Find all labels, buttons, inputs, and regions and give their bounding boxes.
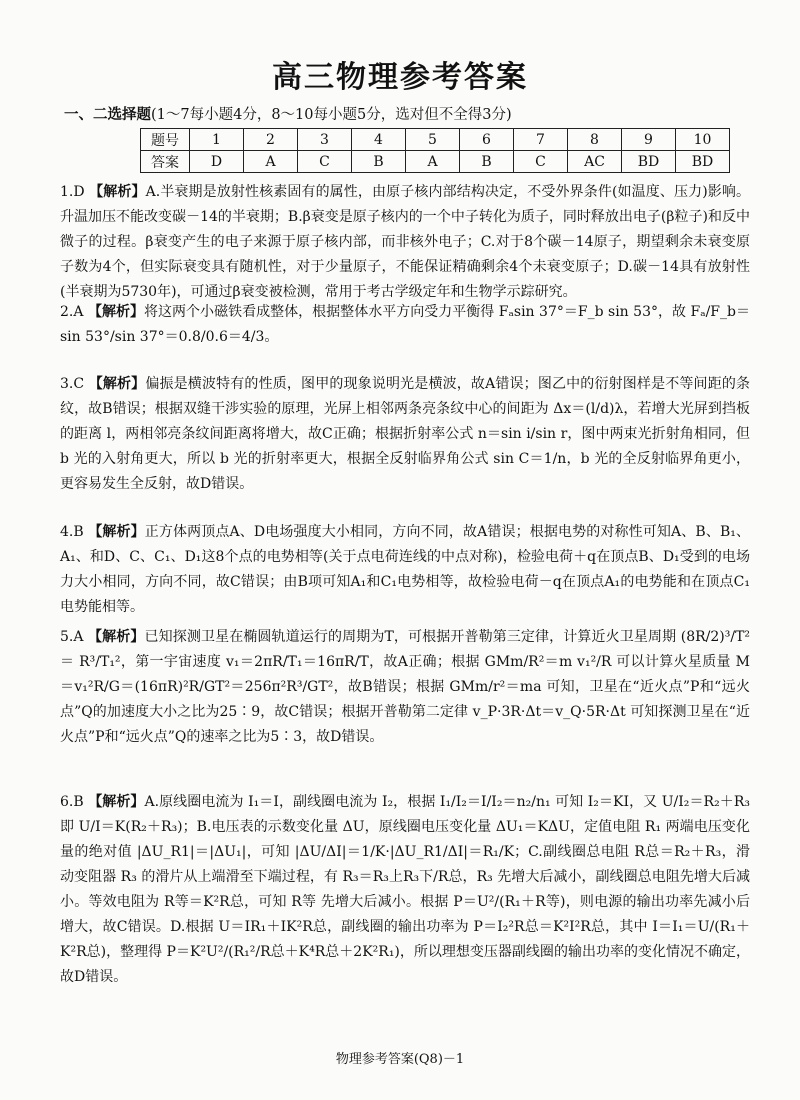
answer-cell: BD [622, 151, 676, 173]
table-header-label: 题号 [141, 129, 190, 151]
page-footer: 物理参考答案(Q8)－1 [335, 1052, 465, 1067]
explanation-item-4 [60, 520, 750, 620]
section-heading [64, 103, 512, 124]
item-number: 1.D [60, 184, 85, 200]
answer-cell: C [298, 151, 352, 173]
answer-cell: BD [676, 151, 730, 173]
answer-cell: B [352, 151, 406, 173]
question-number: 9 [622, 129, 676, 151]
answer-cell: D [190, 151, 244, 173]
table-answer-label: 答案 [141, 151, 190, 173]
explanation-item-5 [60, 625, 750, 750]
question-number: 2 [244, 129, 298, 151]
question-number: 5 [406, 129, 460, 151]
answer-table [140, 128, 730, 173]
item-tag: 【解析】 [88, 376, 146, 392]
item-text: 已知探测卫星在椭圆轨道运行的周期为T，可根据开普勒第三定律，计算近火卫星周期 (8R/2)³/T² ＝ R³/T₁²，第一宇宙速度 v₁＝2πR/T₁＝16πR/T，故A正确；根据 GMm/R²＝m v₁²/R 可以计算火星质量 M＝v₁²R/G＝(16πR)²R/GT²＝256π²R³/GT²，故B错误；根据 GMm/r²＝ma 可知，卫星在“近火点”P和“远火点”Q的加速度大小之比为25∶9，故C错误；根据开普勒第二定律 v_P·3R·Δt＝v_Q·5R·Δt 可知探测卫星在“近火点”P和“远火点”Q的速率之比为5∶3，故D错误。 [60, 629, 751, 745]
item-text: 正方体两顶点A、D电场强度大小相同，方向不同，故A错误；根据电势的对称性可知A、B、B₁、A₁、和D、C、C₁、D₁这8个点的电势相等(关于点电荷连线的中点对称)，检验电荷＋q在顶点B、D₁受到的电场力大小相同，方向不同，故C错误；由B项可知A₁和C₁电势相等，故检验电荷－q在顶点A₁的电势能和在顶点C₁电势能相等。 [60, 524, 750, 615]
explanation-item-3 [60, 372, 750, 497]
item-text: A.半衰期是放射性核素固有的属性，由原子核内部结构决定，不受外界条件(如温度、压力)影响。升温加压不能改变碳－14的半衰期；B.β衰变是原子核内的一个中子转化为质子，同时释放出电子(β粒子)和反中微子的过程。β衰变产生的电子来源于原子核内部，而非核外电子；C.对于8个碳－14原子，期望剩余未衰变原子数为4个，但实际衰变具有随机性，对于少量原子，不能保证精确剩余4个未衰变原子；D.碳－14具有放射性(半衰期为5730年)，可通过β衰变被检测，常用于考古学级定年和生物学示踪研究。 [60, 184, 751, 300]
item-text: 偏振是横波特有的性质，图甲的现象说明光是横波，故A错误；图乙中的衍射图样是不等间距的条纹，故B错误；根据双缝干涉实验的原理，光屏上相邻两条亮条纹中心的间距为 Δx＝(l/d)λ，若增大光屏到挡板的距离 l，两相邻亮条纹间距离将增大，故C正确；根据折射率公式 n＝sin i/sin r，图中两束光折射角相同，但 b 光的入射角更大，所以 b 光的折射率更大，根据全反射临界角公式 sin C＝1/n，b 光的全反射临界角更小，更容易发生全反射，故D错误。 [60, 376, 751, 492]
item-tag: 【解析】 [89, 184, 146, 200]
item-text: 将这两个小磁铁看成整体，根据整体水平方向受力平衡得 Fₐsin 37°＝F_b sin 53°，故 Fₐ/F_b＝sin 53°/sin 37°＝0.8/0.6＝4/3。 [60, 304, 750, 345]
section-note: (1～7每小题4分，8～10每小题5分，选对但不全得3分) [151, 107, 512, 123]
question-number: 3 [298, 129, 352, 151]
answer-cell: A [244, 151, 298, 173]
item-tag: 【解析】 [87, 304, 144, 320]
answer-cell: A [406, 151, 460, 173]
explanation-item-1 [60, 180, 750, 305]
item-number: 4.B [60, 524, 84, 540]
answer-cell: AC [568, 151, 622, 173]
item-tag: 【解析】 [88, 629, 145, 645]
answer-table-answer-row [141, 151, 730, 173]
question-number: 10 [676, 129, 730, 151]
answer-cell: C [514, 151, 568, 173]
explanation-item-2 [60, 300, 750, 350]
page-title: 高三物理参考答案 [272, 60, 528, 95]
question-number: 1 [190, 129, 244, 151]
section-heading-label: 一、二选择题 [64, 106, 151, 123]
item-text: A.原线圈电流为 I₁＝I，副线圈电流为 I₂，根据 I₁/I₂＝I/I₂＝n₂/n₁ 可知 I₂＝KI，又 U/I₂＝R₂＋R₃ 即 U/I＝K(R₂＋R₃)；B.电压表的示数变化量 ΔU，原线圈电压变化量 ΔU₁＝KΔU，定值电阻 R₁ 两端电压变化量的绝对值 |ΔU_R1|＝|ΔU₁|，可知 |ΔU/ΔI|＝1/K·|ΔU_R1/ΔI|＝R₁/K；C.副线圈总电阻 R总＝R₂＋R₃，滑动变阻器 R₃ 的滑片从上端滑至下端过程，有 R₃＝R₃上R₃下/R总，R₃ 先增大后减小，副线圈总电阻先增大后减小。等效电阻为 R等＝K²R总，可知 R等 先增大后减小。根据 P＝U²/(R₁＋R等)，则电源的输出功率先减小后增大，故C错误。D.根据 U＝IR₁＋IK²R总，副线圈的输出功率为 P＝I₂²R总＝K²I²R总，其中 I＝I₁＝U/(R₁＋K²R总)，整理得 P＝K²U²/(R₁²/R总＋K⁴R总＋2K²R₁)，所以理想变压器副线圈的输出功率的变化情况不确定，故D错误。 [60, 794, 751, 985]
question-number: 8 [568, 129, 622, 151]
answer-cell: B [460, 151, 514, 173]
item-tag: 【解析】 [88, 524, 145, 540]
item-number: 3.C [60, 376, 85, 392]
item-tag: 【解析】 [88, 794, 145, 810]
question-number: 4 [352, 129, 406, 151]
explanation-item-6 [60, 790, 750, 990]
item-number: 6.B [60, 794, 84, 810]
question-number: 7 [514, 129, 568, 151]
item-number: 2.A [60, 304, 84, 320]
item-number: 5.A [60, 629, 84, 645]
answer-table-number-row [141, 129, 730, 151]
question-number: 6 [460, 129, 514, 151]
